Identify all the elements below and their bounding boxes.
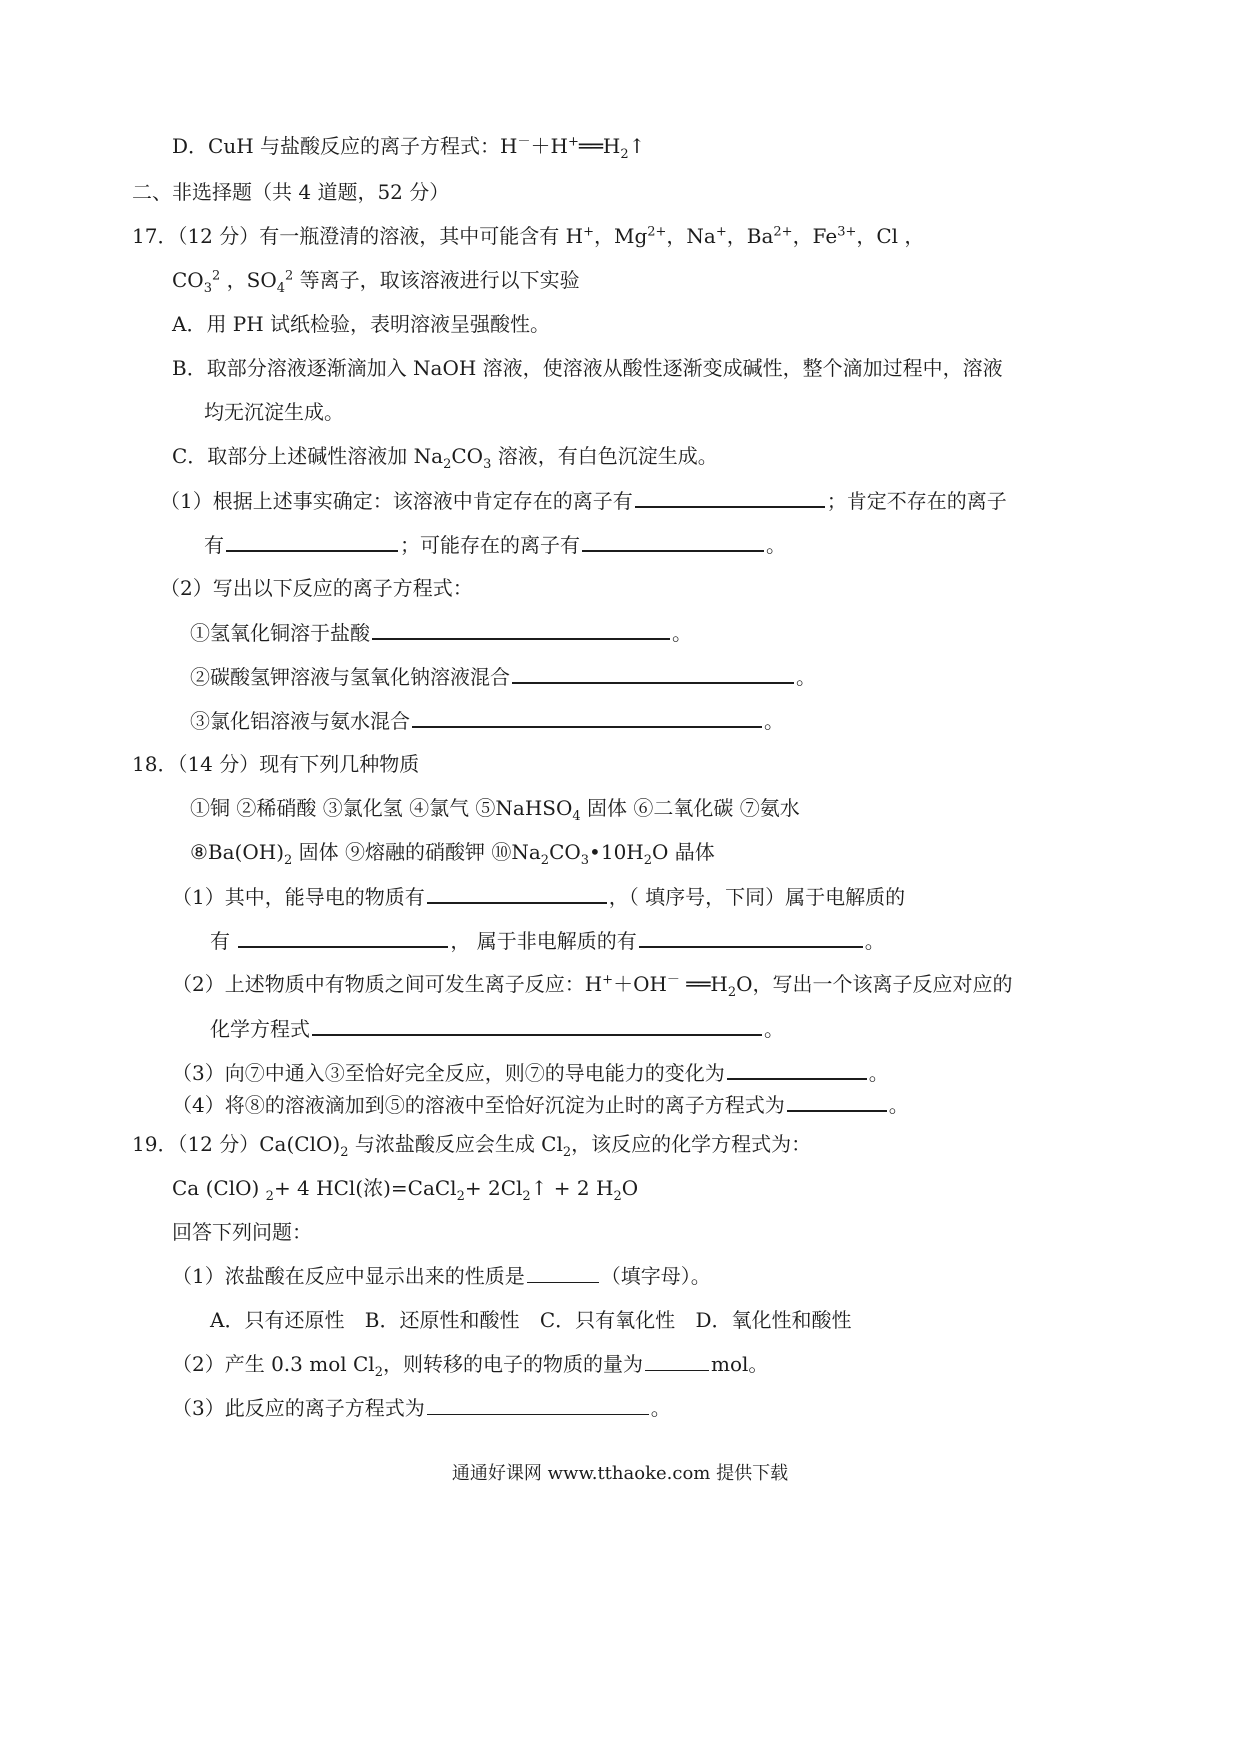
question-19-part-2: （2）产生 0.3 mol $Cl_2$，则转移的电子的物质的量为 mol。	[172, 1352, 769, 1380]
question-17-part-2: （2）写出以下反应的离子方程式：	[160, 576, 473, 600]
question-18-part-2-cont: 化学方程式 。	[210, 1014, 784, 1043]
answer-blank[interactable]	[635, 486, 825, 508]
experiment-a: A．用 PH 试纸检验，表明溶液呈强酸性。	[172, 312, 551, 336]
question-19-options: A．只有还原性 B．还原性和酸性 C．只有氧化性 D．氧化性和酸性	[210, 1308, 852, 1332]
answer-prompt: 回答下列问题：	[172, 1220, 312, 1244]
page-footer: 通通好课网 www.tthaoke.com 提供下载	[451, 1463, 789, 1484]
substance-list-2: $⑧Ba(OH)_2$ 固体 ⑨熔融的硝酸钾 $⑩Na_2CO_3•10H_2O$ 晶体	[190, 840, 715, 868]
answer-blank[interactable]	[427, 1394, 649, 1415]
reaction-2: ②碳酸氢钾溶液与氢氧化钠溶液混合 。	[190, 662, 816, 691]
chemical-equation: Ca (ClO) $_2$+ 4 HCl(浓)=CaCl$_2$+ $2Cl_2↑ + 2$ $H_2O$	[172, 1176, 639, 1204]
answer-blank[interactable]	[527, 1262, 599, 1283]
question-17-part-1: （1）根据上述事实确定：该溶液中肯定存在的离子有 ；肯定不存在的离子	[160, 486, 1007, 515]
question-18-part-2: （2）上述物质中有物质之间可发生离子反应：H+＋OH－ $══H_2O$，写出一个该离子反应对应的	[172, 972, 1013, 1000]
question-18-part-3: （3）向⑦中通入③至恰好完全反应，则⑦的导电能力的变化为 。	[172, 1058, 889, 1087]
answer-blank[interactable]	[582, 530, 764, 552]
question-17-stem-cont: $CO_3^2$ ，$SO_4^2$ 等离子，取该溶液进行以下实验	[172, 268, 580, 296]
reaction-3: ③氯化铝溶液与氨水混合 。	[190, 706, 784, 735]
question-18-stem: 18．（14 分）现有下列几种物质	[132, 752, 420, 776]
answer-blank[interactable]	[645, 1350, 709, 1371]
question-18-part-1: （1）其中，能导电的物质有 ，（ 填序号，下同）属于电解质的	[172, 882, 905, 911]
experiment-c: C．取部分上述碱性溶液加 $Na_2CO_3$ 溶液，有白色沉淀生成。	[172, 444, 718, 472]
section-heading: 二、非选择题（共 4 道题，52 分）	[132, 180, 450, 204]
answer-blank[interactable]	[226, 530, 398, 552]
answer-blank[interactable]	[312, 1014, 762, 1036]
answer-blank[interactable]	[412, 706, 762, 728]
answer-blank[interactable]	[372, 618, 670, 640]
answer-blank[interactable]	[639, 926, 863, 948]
answer-blank[interactable]	[238, 926, 448, 948]
question-19-stem: 19．（12 分）$Ca(ClO)_2$ 与浓盐酸反应会生成 $Cl_2$，该反应的化学方程式为：	[132, 1132, 812, 1160]
experiment-b-cont: 均无沉淀生成。	[204, 400, 344, 424]
question-19-part-3: （3）此反应的离子方程式为 。	[172, 1396, 671, 1420]
answer-blank[interactable]	[512, 662, 794, 684]
option-d-line: D．CuH 与盐酸反应的离子方程式：$H^-+H^+══H_2↑$	[172, 134, 646, 162]
reaction-1: ①氢氧化铜溶于盐酸 。	[190, 618, 692, 647]
substance-list-1: ①铜 ②稀硝酸 ③氯化氢 ④氯气 ⑤NaHSO$_4$ 固体 ⑥二氧化碳 ⑦氨水	[190, 796, 800, 824]
question-19-part-1: （1）浓盐酸在反应中显示出来的性质是 （填字母）。	[172, 1264, 711, 1288]
experiment-b: B．取部分溶液逐渐滴加入 NaOH 溶液，使溶液从酸性逐渐变成碱性，整个滴加过程中，溶液	[172, 356, 1003, 380]
question-18-part-1-cont: 有 ， 属于非电解质的有 。	[210, 926, 885, 955]
question-17-part-1-cont: 有 ；可能存在的离子有 。	[204, 530, 786, 559]
answer-blank[interactable]	[727, 1058, 867, 1080]
answer-blank[interactable]	[787, 1090, 887, 1112]
answer-blank[interactable]	[427, 882, 607, 904]
question-17-stem: 17．（12 分）有一瓶澄清的溶液，其中可能含有 H+，$Mg^{2+}$，Na+，$Ba^{2+}$，$Fe^{3+}$，Cl ，	[132, 224, 925, 248]
question-18-part-4: （4）将⑧的溶液滴加到⑤的溶液中至恰好沉淀为止时的离子方程式为 。	[172, 1090, 909, 1119]
